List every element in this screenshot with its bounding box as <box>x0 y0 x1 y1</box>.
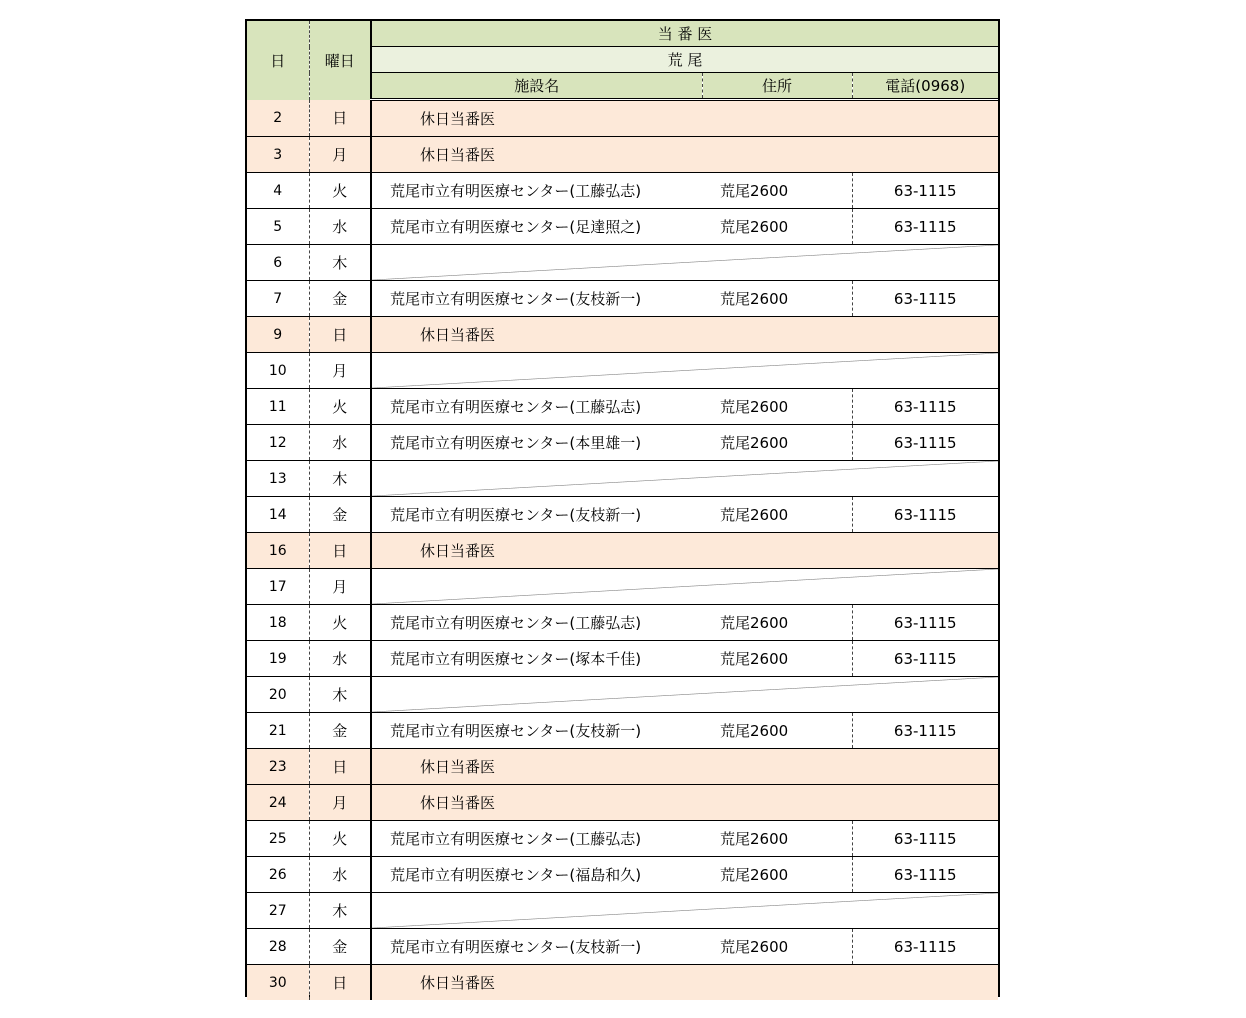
day-cell: 19 <box>247 641 309 677</box>
table-row <box>247 533 998 569</box>
weekday-cell: 日 <box>309 317 371 353</box>
facility-cell: 荒尾市立有明医療センター(友枝新一) <box>371 713 702 749</box>
day-cell: 23 <box>247 749 309 785</box>
weekday-cell: 水 <box>309 425 371 461</box>
weekday-cell: 木 <box>309 893 371 929</box>
address-cell: 荒尾2600 <box>702 857 852 893</box>
table-row <box>247 425 998 461</box>
facility-cell: 荒尾市立有明医療センター(工藤弘志) <box>371 389 702 425</box>
diagonal-strike-line <box>372 677 998 712</box>
holiday-duty-cell: 休日当番医 <box>371 317 998 353</box>
table-row <box>247 785 998 821</box>
table-row <box>247 461 998 497</box>
table-row <box>247 749 998 785</box>
table-row <box>247 353 998 389</box>
day-cell: 28 <box>247 929 309 965</box>
day-cell: 24 <box>247 785 309 821</box>
day-cell: 7 <box>247 281 309 317</box>
day-cell: 9 <box>247 317 309 353</box>
weekday-cell: 水 <box>309 857 371 893</box>
holiday-duty-cell: 休日当番医 <box>371 965 998 1001</box>
address-cell: 荒尾2600 <box>702 605 852 641</box>
weekday-cell: 木 <box>309 677 371 713</box>
no-duty-cell <box>371 245 998 281</box>
holiday-duty-cell: 休日当番医 <box>371 100 998 137</box>
table-row <box>247 137 998 173</box>
day-cell: 20 <box>247 677 309 713</box>
header-on-duty: 当 番 医 <box>371 21 998 47</box>
day-cell: 30 <box>247 965 309 1001</box>
phone-cell: 63-1115 <box>852 497 998 533</box>
address-cell: 荒尾2600 <box>702 641 852 677</box>
facility-cell: 荒尾市立有明医療センター(福島和久) <box>371 857 702 893</box>
facility-cell: 荒尾市立有明医療センター(友枝新一) <box>371 497 702 533</box>
table-row <box>247 821 998 857</box>
day-cell: 12 <box>247 425 309 461</box>
holiday-duty-cell: 休日当番医 <box>371 137 998 173</box>
day-cell: 25 <box>247 821 309 857</box>
phone-cell: 63-1115 <box>852 173 998 209</box>
table-row <box>247 281 998 317</box>
weekday-cell: 月 <box>309 569 371 605</box>
table-row <box>247 641 998 677</box>
table-row <box>247 857 998 893</box>
address-cell: 荒尾2600 <box>702 497 852 533</box>
facility-cell: 荒尾市立有明医療センター(友枝新一) <box>371 929 702 965</box>
phone-cell: 63-1115 <box>852 641 998 677</box>
facility-cell: 荒尾市立有明医療センター(工藤弘志) <box>371 173 702 209</box>
day-cell: 5 <box>247 209 309 245</box>
table-row <box>247 965 998 1001</box>
weekday-cell: 月 <box>309 785 371 821</box>
header-phone: 電話(0968) <box>852 73 998 100</box>
table-row <box>247 605 998 641</box>
phone-cell: 63-1115 <box>852 821 998 857</box>
weekday-cell: 金 <box>309 281 371 317</box>
no-duty-cell <box>371 569 998 605</box>
weekday-cell: 火 <box>309 389 371 425</box>
weekday-cell: 日 <box>309 533 371 569</box>
facility-cell: 荒尾市立有明医療センター(足達照之) <box>371 209 702 245</box>
address-cell: 荒尾2600 <box>702 821 852 857</box>
holiday-duty-cell: 休日当番医 <box>371 749 998 785</box>
weekday-cell: 日 <box>309 749 371 785</box>
diagonal-strike-line <box>372 569 998 604</box>
weekday-cell: 木 <box>309 461 371 497</box>
no-duty-cell <box>371 893 998 929</box>
weekday-cell: 日 <box>309 100 371 137</box>
facility-cell: 荒尾市立有明医療センター(工藤弘志) <box>371 605 702 641</box>
address-cell: 荒尾2600 <box>702 173 852 209</box>
phone-cell: 63-1115 <box>852 209 998 245</box>
weekday-cell: 月 <box>309 353 371 389</box>
table-row <box>247 209 998 245</box>
phone-cell: 63-1115 <box>852 389 998 425</box>
day-cell: 14 <box>247 497 309 533</box>
table-header <box>247 21 998 100</box>
address-cell: 荒尾2600 <box>702 389 852 425</box>
day-cell: 16 <box>247 533 309 569</box>
table-row <box>247 317 998 353</box>
weekday-cell: 火 <box>309 605 371 641</box>
holiday-duty-cell: 休日当番医 <box>371 785 998 821</box>
weekday-cell: 木 <box>309 245 371 281</box>
address-cell: 荒尾2600 <box>702 281 852 317</box>
diagonal-strike-line <box>372 461 998 496</box>
header-area: 荒 尾 <box>371 47 998 73</box>
day-cell: 27 <box>247 893 309 929</box>
day-cell: 26 <box>247 857 309 893</box>
phone-cell: 63-1115 <box>852 425 998 461</box>
no-duty-cell <box>371 461 998 497</box>
day-cell: 4 <box>247 173 309 209</box>
diagonal-strike-line <box>372 245 998 280</box>
weekday-cell: 水 <box>309 641 371 677</box>
holiday-duty-cell: 休日当番医 <box>371 533 998 569</box>
table-row <box>247 100 998 137</box>
day-cell: 10 <box>247 353 309 389</box>
day-cell: 18 <box>247 605 309 641</box>
address-cell: 荒尾2600 <box>702 425 852 461</box>
day-cell: 2 <box>247 100 309 137</box>
facility-cell: 荒尾市立有明医療センター(友枝新一) <box>371 281 702 317</box>
facility-cell: 荒尾市立有明医療センター(工藤弘志) <box>371 821 702 857</box>
duty-doctor-table <box>245 19 1000 997</box>
weekday-cell: 火 <box>309 173 371 209</box>
table-row <box>247 173 998 209</box>
no-duty-cell <box>371 677 998 713</box>
phone-cell: 63-1115 <box>852 713 998 749</box>
diagonal-strike-line <box>372 893 998 928</box>
phone-cell: 63-1115 <box>852 929 998 965</box>
day-cell: 13 <box>247 461 309 497</box>
table-body <box>247 100 998 1001</box>
table-row <box>247 677 998 713</box>
phone-cell: 63-1115 <box>852 605 998 641</box>
header-weekday: 曜日 <box>309 21 371 100</box>
header-facility: 施設名 <box>371 73 702 100</box>
day-cell: 3 <box>247 137 309 173</box>
table-row <box>247 245 998 281</box>
weekday-cell: 月 <box>309 137 371 173</box>
phone-cell: 63-1115 <box>852 857 998 893</box>
weekday-cell: 金 <box>309 929 371 965</box>
header-address: 住所 <box>702 73 852 100</box>
day-cell: 17 <box>247 569 309 605</box>
address-cell: 荒尾2600 <box>702 209 852 245</box>
table-row <box>247 497 998 533</box>
table-row <box>247 713 998 749</box>
table-row <box>247 893 998 929</box>
address-cell: 荒尾2600 <box>702 713 852 749</box>
facility-cell: 荒尾市立有明医療センター(塚本千佳) <box>371 641 702 677</box>
table-row <box>247 929 998 965</box>
header-day: 日 <box>247 21 309 100</box>
address-cell: 荒尾2600 <box>702 929 852 965</box>
table-row <box>247 389 998 425</box>
weekday-cell: 日 <box>309 965 371 1001</box>
day-cell: 21 <box>247 713 309 749</box>
weekday-cell: 金 <box>309 713 371 749</box>
facility-cell: 荒尾市立有明医療センター(本里雄一) <box>371 425 702 461</box>
weekday-cell: 水 <box>309 209 371 245</box>
phone-cell: 63-1115 <box>852 281 998 317</box>
diagonal-strike-line <box>372 353 998 388</box>
weekday-cell: 火 <box>309 821 371 857</box>
day-cell: 6 <box>247 245 309 281</box>
no-duty-cell <box>371 353 998 389</box>
table-row <box>247 569 998 605</box>
day-cell: 11 <box>247 389 309 425</box>
weekday-cell: 金 <box>309 497 371 533</box>
